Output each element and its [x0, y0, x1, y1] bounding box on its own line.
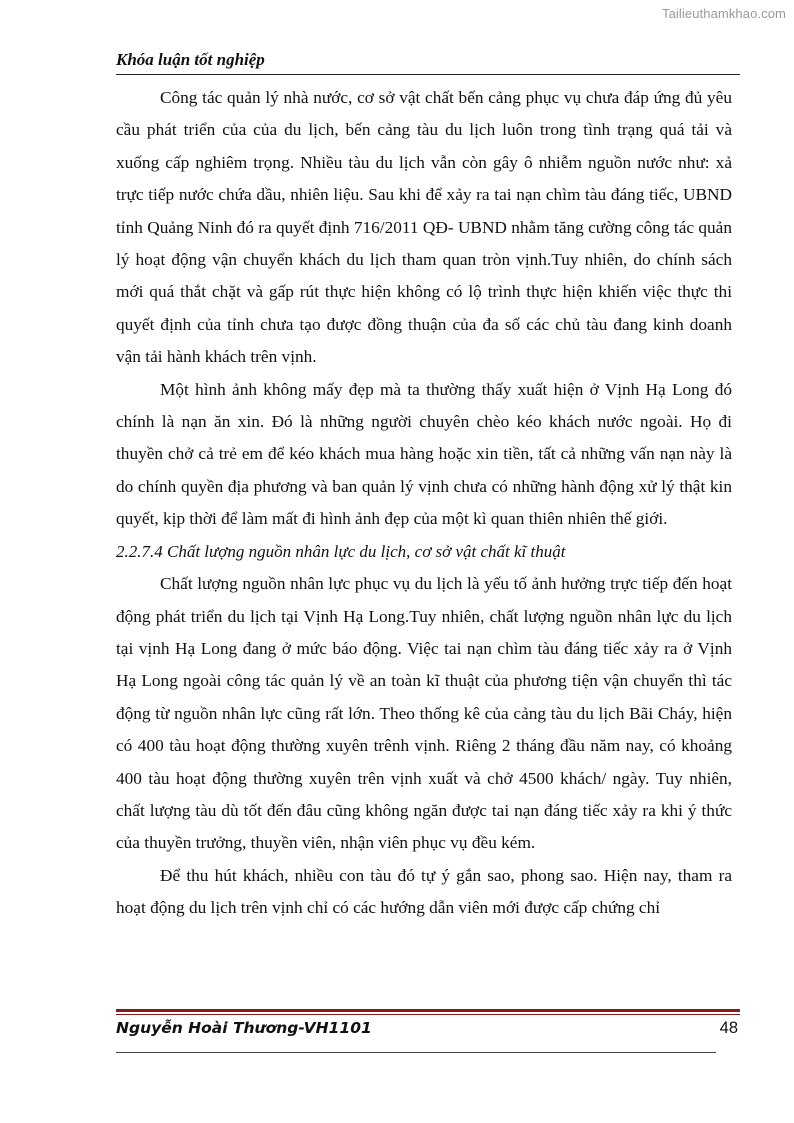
body-paragraph-3: Chất lượng nguồn nhân lực phục vụ du lịch là yếu tố ảnh hưởng trực tiếp đến hoạt động phát triển du lịch tại Vịnh Hạ Long.Tuy nhiên, chất lượng nguồn nhân lực du lịch tại vịnh Hạ Long đang ở mức báo động. Việc tai nạn chìm tàu đáng tiếc xảy ra ở Vịnh Hạ Long ngoài công tác quản lý về an toàn kĩ thuật của phương tiện vận chuyển thì tác động từ nguồn nhân lực cũng rất lớn. Theo thống kê của cảng tàu du lịch Bãi Cháy, hiện có 400 tàu hoạt động thường xuyên trênh vịnh. Riêng 2 tháng đầu năm nay, có khoảng 400 tàu hoạt động thường xuyên trên vịnh xuất và chở 4500 khách/ ngày. Tuy nhiên, chất lượng tàu dù tốt đến đâu cũng không ngăn được tai nạn đáng tiếc xảy ra khi ý thức của thuyền trưởng, thuyền viên, nhận viên phục vụ đều kém. [116, 574, 732, 853]
watermark-text: Tailieuthamkhao.com [661, 6, 786, 21]
page-number: 48 [719, 1019, 738, 1037]
section-heading: 2.2.7.4 Chất lượng nguồn nhân lực du lịch, cơ sở vật chất kĩ thuật [116, 541, 566, 561]
page-body [116, 82, 732, 925]
body-paragraph-1: Công tác quản lý nhà nước, cơ sở vật chất bến cảng phục vụ chưa đáp ứng đủ yêu cầu phát triển của của du lịch, bến cảng tàu du lịch luôn trong tình trạng quá tải và xuống cấp nghiêm trọng. Nhiều tàu du lịch vẫn còn gây ô nhiễm nguồn nước như: xả trực tiếp nước chứa dầu, nhiên liệu. Sau khi để xảy ra tai nạn chìm tàu đáng tiếc, UBND tỉnh Quảng Ninh đó ra quyết định 716/2011 QĐ- UBND nhằm tăng cường công tác quản lý hoạt động vận chuyển khách du lịch tham quan tròn vịnh.Tuy nhiên, do chính sách mới quá thắt chặt và gấp rút thực hiện không có lộ trình thực hiện khiến việc thực thi quyết định của tỉnh chưa tạo được đồng thuận của đa số các chủ tàu đang kinh doanh vận tải hành khách trên vịnh. [116, 88, 732, 367]
header-divider [116, 74, 740, 75]
body-paragraph-4: Để thu hút khách, nhiều con tàu đó tự ý gắn sao, phong sao. Hiện nay, tham ra hoạt động du lịch trên vịnh chỉ có các hướng dẫn viên mới được cấp chứng chỉ [116, 865, 732, 918]
header-title: Khóa luận tốt nghiệp [116, 50, 265, 69]
page-header [116, 50, 740, 75]
footer-divider-thick [116, 1009, 740, 1012]
footer-divider-thin [116, 1014, 740, 1015]
page-footer [116, 1019, 740, 1038]
footer-author: Nguyễn Hoài Thương-VH1101 [116, 1019, 372, 1037]
body-paragraph-2: Một hình ảnh không mấy đẹp mà ta thường thấy xuất hiện ở Vịnh Hạ Long đó chính là nạn ăn xin. Đó là những người chuyên chèo kéo khách nước ngoài. Họ đi thuyền chở cả trẻ em để kéo khách mua hàng hoặc xin tiền, tất cả những vấn nạn này là do chính quyền địa phương và ban quản lý vịnh chưa có những hành động xử lý thật kin quyết, kịp thời để làm mất đi hình ảnh đẹp của một kì quan thiên nhiên thế giới. [116, 379, 732, 529]
footer-bottom-divider [116, 1052, 716, 1053]
